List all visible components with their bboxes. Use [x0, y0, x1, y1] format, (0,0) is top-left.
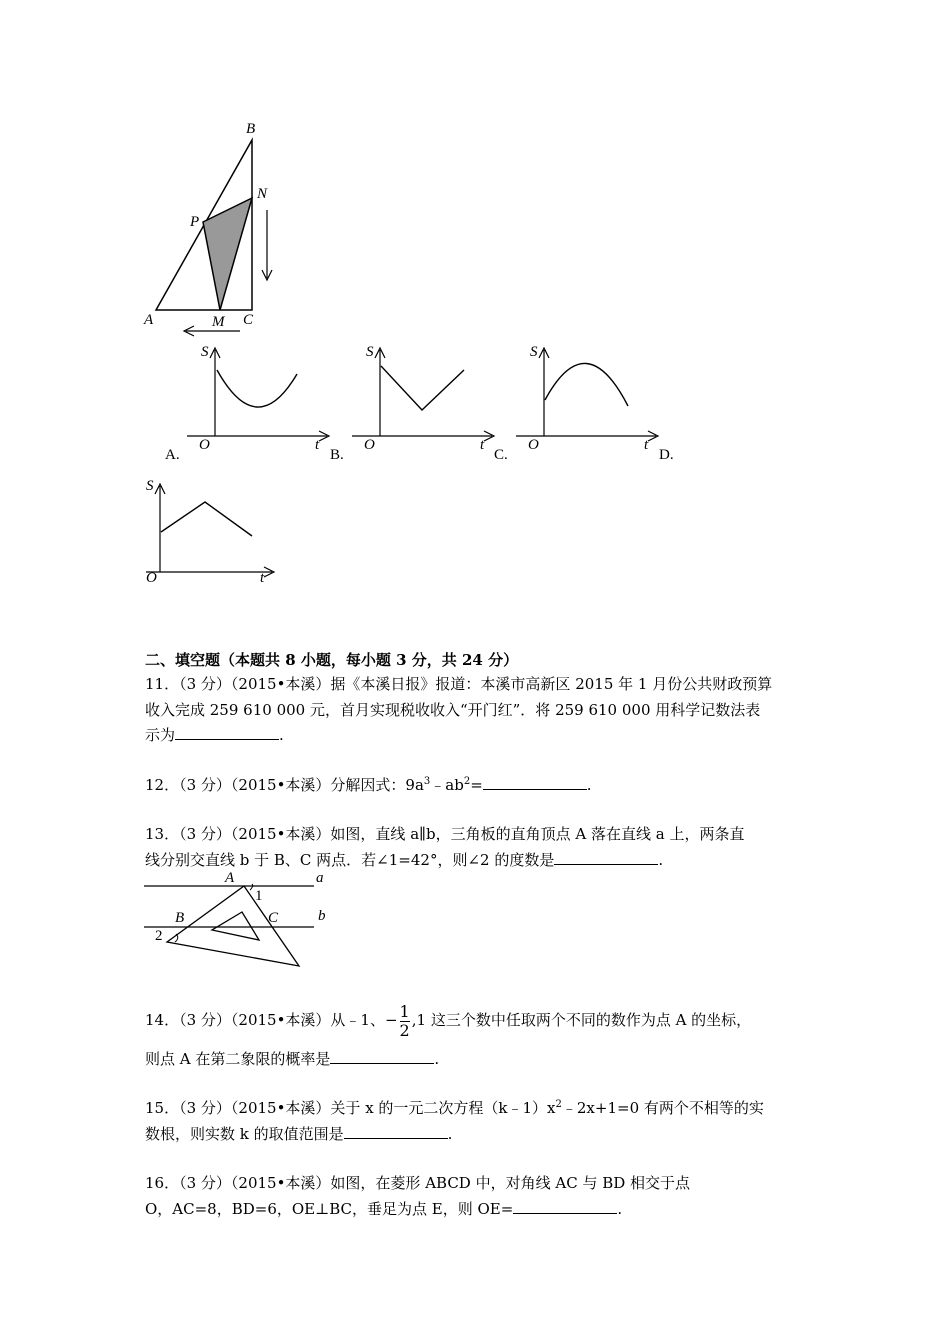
curve-arch: [545, 363, 628, 406]
graph-option-c: [494, 344, 664, 469]
q15-answer-blank[interactable]: [344, 1124, 448, 1139]
q14-end: .: [434, 1050, 440, 1068]
q12-sup1: 3: [423, 776, 431, 787]
q15-line2-text: 数根，则实数 k 的取值范围是: [145, 1125, 344, 1143]
graph-c-svg: [494, 344, 664, 469]
q15-line1b: ﹣2x+1=0 有两个不相等的实: [561, 1099, 764, 1117]
angle-1-arc: [250, 884, 253, 890]
q12-mid: ﹣ab: [430, 776, 464, 794]
q14-prefix: 14．（3 分）（2015•本溪）从﹣1、−: [145, 1011, 398, 1029]
q13-label-b-point: B: [175, 910, 185, 926]
q14-line1: [145, 1000, 751, 1040]
q11-end: .: [279, 726, 284, 744]
axis-label-s: S: [366, 344, 374, 360]
option-label-b: B.: [330, 447, 344, 463]
q13-label-angle-2: 2: [155, 928, 163, 944]
q13-label-line-a: a: [316, 870, 324, 886]
q16-line1: 16．（3 分）（2015•本溪）如图，在菱形 ABCD 中，对角线 AC 与 BD 相交于点: [145, 1174, 691, 1192]
origin-label: O: [199, 437, 210, 453]
q12-prefix: 12．（3 分）（2015•本溪）分解因式：9a: [145, 776, 424, 794]
q15-sup: 2: [555, 1099, 562, 1110]
q14-denominator: 2: [399, 1020, 410, 1040]
axis-label-s: S: [530, 344, 538, 360]
q13-end: .: [658, 851, 664, 869]
option-label-a: A.: [165, 447, 180, 463]
axis-label-s: S: [146, 478, 154, 494]
label-b: B: [246, 121, 256, 137]
label-m: M: [212, 314, 225, 330]
q15-line1a: 15．（3 分）（2015•本溪）关于 x 的一元二次方程（k﹣1）x: [145, 1099, 556, 1117]
graph-option-b: [330, 344, 500, 469]
axis-label-t: t: [315, 437, 320, 453]
q16-line2: [145, 1199, 622, 1219]
q13-line1: 13．（3 分）（2015•本溪）如图，直线 a∥b，三角板的直角顶点 A 落在直线 a 上，两条直: [145, 825, 745, 843]
set-square-outer: [167, 886, 299, 966]
axis-label-t: t: [260, 570, 265, 586]
triangle-figure: [140, 118, 290, 343]
option-label-c: C.: [494, 447, 508, 463]
label-p: P: [190, 214, 200, 230]
triangle-figure-svg: [140, 118, 290, 343]
label-n: N: [257, 186, 268, 202]
q14-suffix: ,1 这三个数中任取两个不同的数作为点 A 的坐标，: [411, 1011, 752, 1029]
q13-label-angle-1: 1: [255, 888, 263, 904]
q16-answer-blank[interactable]: [513, 1199, 617, 1214]
q13-label-line-b: b: [318, 908, 326, 924]
graph-b-svg: [330, 344, 500, 469]
q13-answer-blank[interactable]: [554, 850, 658, 865]
graph-d-svg: [142, 478, 292, 593]
q13-line2: [145, 850, 663, 870]
q16-end: .: [617, 1200, 623, 1218]
q13-figure-svg: [142, 868, 342, 973]
graph-option-d: [142, 478, 292, 593]
axis-label-t: t: [480, 437, 485, 453]
q12-eq: =: [470, 776, 483, 794]
axis-label-t: t: [644, 437, 649, 453]
label-a: A: [144, 312, 154, 328]
q12-end: .: [586, 776, 592, 794]
origin-label: O: [528, 437, 539, 453]
q13-line2-text: 线分别交直线 b 于 B、C 两点．若∠1=42°，则∠2 的度数是: [145, 851, 555, 869]
q11-line3-text: 示为: [145, 726, 176, 744]
q11-line2: 收入完成 259 610 000 元，首月实现税收收入“开门红”．将 259 610 000 用科学记数法表: [145, 701, 761, 719]
q11-answer-blank[interactable]: [175, 725, 279, 740]
origin-label: O: [364, 437, 375, 453]
q14-fraction: [400, 1003, 410, 1040]
q13-label-a-point: A: [225, 870, 235, 886]
set-square-inner: [212, 912, 259, 940]
q13-label-c-point: C: [268, 910, 279, 926]
q12-line: [145, 775, 592, 795]
graph-option-a: [165, 344, 335, 469]
q14-answer-blank[interactable]: [330, 1049, 434, 1064]
q14-line2: [145, 1049, 439, 1069]
q11-line1: 11．（3 分）（2015•本溪）据《本溪日报》报道：本溪市高新区 2015 年 1 月份公共财政预算: [145, 675, 773, 693]
q16-line2-text: O，AC=8，BD=6，OE⊥BC，垂足为点 E，则 OE=: [145, 1200, 514, 1218]
q12-sup2: 2: [463, 776, 471, 787]
q15-line1: [145, 1098, 764, 1118]
label-c: C: [243, 312, 254, 328]
option-label-d: D.: [659, 447, 674, 463]
q15-line2: [145, 1124, 452, 1144]
q14-numerator: 1: [399, 1001, 410, 1021]
axis-label-s: S: [201, 344, 209, 360]
curve-u-shape: [217, 370, 297, 407]
q14-line2-text: 则点 A 在第二象限的概率是: [145, 1050, 331, 1068]
curve-v-shape: [381, 366, 464, 410]
section-heading: 二、填空题（本题共 8 小题，每小题 3 分，共 24 分）: [145, 651, 519, 669]
q12-answer-blank[interactable]: [483, 775, 587, 790]
q13-figure: [142, 868, 342, 973]
graph-a-svg: [165, 344, 335, 469]
q15-end: .: [447, 1125, 453, 1143]
curve-peak: [161, 502, 252, 536]
origin-label: O: [146, 570, 157, 586]
q11-line3: [145, 725, 284, 745]
